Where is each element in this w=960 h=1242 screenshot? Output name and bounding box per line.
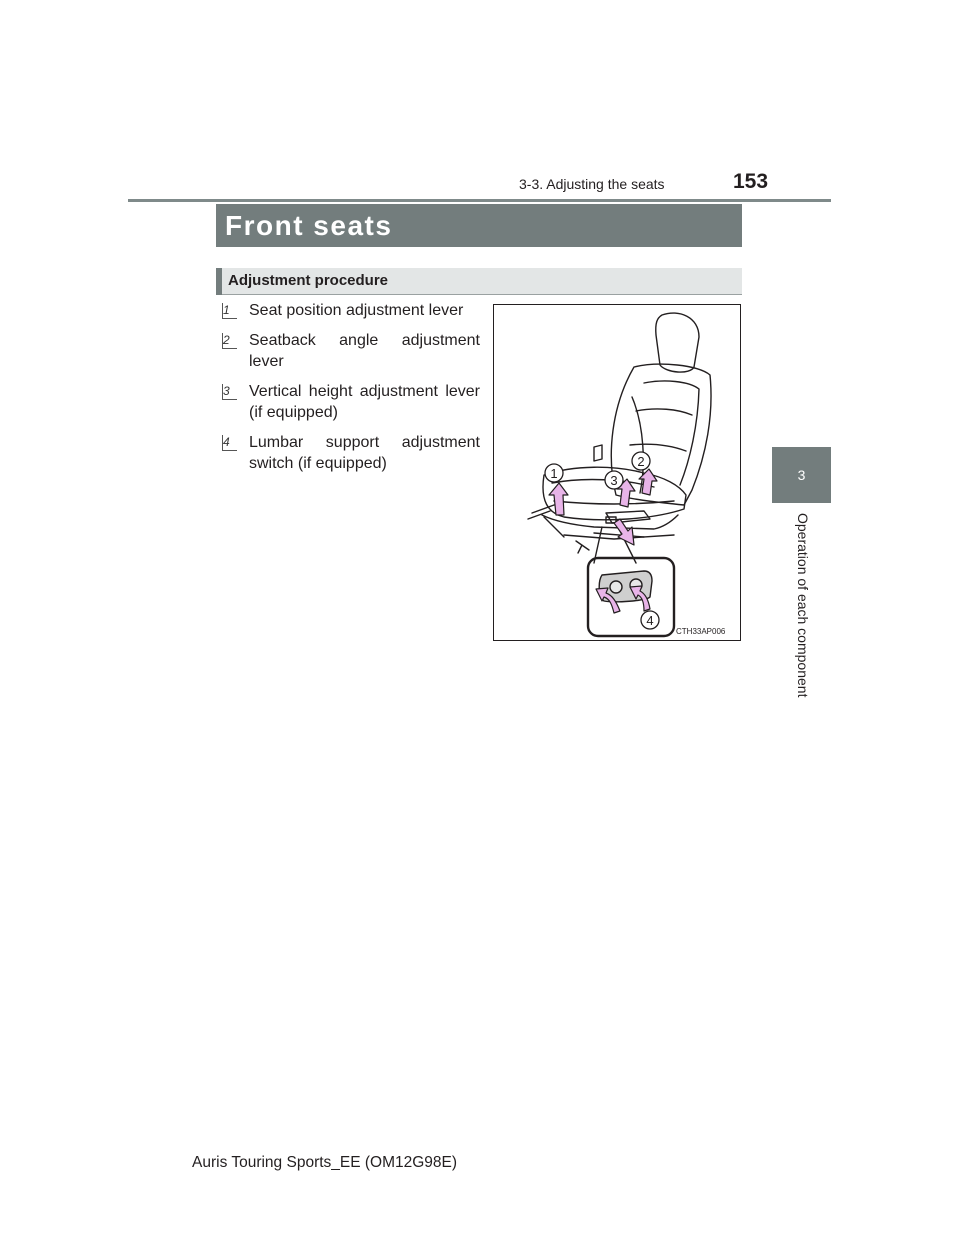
list-item: [222, 381, 480, 423]
procedure-list: [222, 300, 480, 483]
chapter-tab[interactable]: 3: [772, 447, 831, 503]
callout-3: 3: [610, 473, 618, 488]
list-item: [222, 300, 480, 321]
list-item: [222, 432, 480, 474]
chapter-title: Operation of each component: [795, 513, 811, 698]
list-item: [222, 330, 480, 372]
chapter-title-vertical: [795, 513, 811, 700]
arrow-down: [614, 519, 634, 545]
callout-4: 4: [646, 613, 654, 628]
item-text: Seatback angle adjustment lever: [249, 332, 480, 370]
subheading-accent: [216, 268, 222, 295]
callout-1: 1: [550, 466, 558, 481]
page-number: 153: [733, 170, 769, 193]
item-text: Vertical height adjustment lever (if equipped): [249, 383, 480, 421]
subheading-text: Adjustment procedure: [228, 272, 389, 289]
seat-drawing: [494, 305, 742, 642]
footer-model: Auris Touring Sports_EE (OM12G98E): [192, 1154, 458, 1171]
running-header: 3-3. Adjusting the seats: [519, 176, 665, 192]
headrest-outline: [656, 313, 699, 372]
item-number: 4: [222, 435, 237, 451]
subheading-bar: [216, 268, 742, 295]
header-divider: [128, 199, 831, 202]
callout-2: 2: [637, 454, 645, 469]
item-number: 1: [222, 303, 237, 319]
item-text: Seat position adjustment lever: [249, 302, 464, 319]
page-title: Front seats: [216, 204, 742, 247]
item-text: Lumbar support adjustment switch (if equipped): [249, 434, 480, 472]
item-number: 2: [222, 333, 237, 349]
seat-illustration: [493, 304, 741, 641]
seatback-seam: [644, 381, 699, 485]
item-number: 3: [222, 384, 237, 400]
figure-code: CTH33AP006: [676, 627, 726, 636]
